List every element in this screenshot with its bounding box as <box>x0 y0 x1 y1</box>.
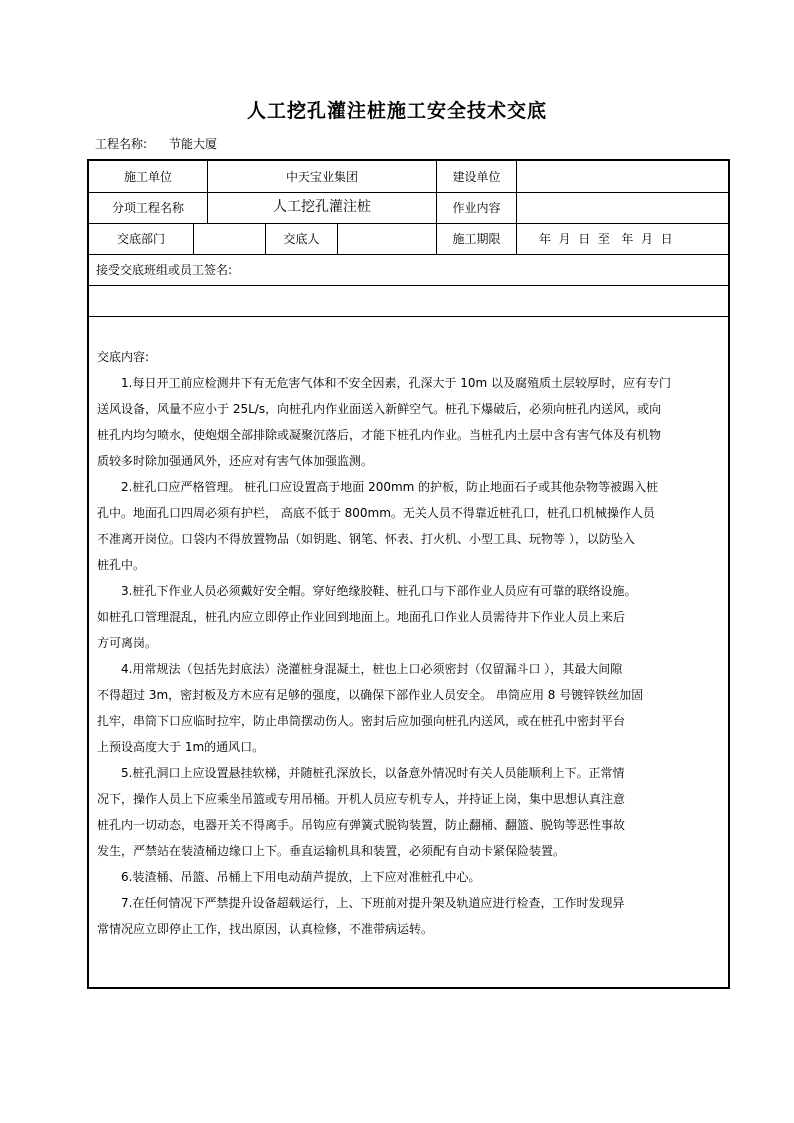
row-divider <box>89 285 728 286</box>
content-line: 质较多时除加强通风外，还应对有害气体加强监测。 <box>97 454 374 468</box>
construction-period-value: 年 月 日 至 年 月 日 <box>539 232 673 246</box>
construction-unit-value: 中天宝业集团 <box>285 170 358 184</box>
content-line: 4.用常规法（包括先封底法）浇灌桩身混凝土，桩也上口必须密封（仅留漏斗口 ），其最大间隙 <box>121 662 623 676</box>
column-divider <box>337 223 338 254</box>
content-line: 桩孔内一切动态，电器开关不得离手。吊钩应有弹簧式脱钩装置，防止翻桶、翻篮、脱钩等恶性事故 <box>97 818 626 832</box>
row-divider <box>89 223 728 224</box>
row-divider <box>89 254 728 255</box>
project-name-label: 工程名称: <box>95 137 148 151</box>
content-line: 方可离岗。 <box>97 636 158 650</box>
construction-unit-label: 施工单位 <box>123 170 172 184</box>
sub-project-value: 人工挖孔灌注桩 <box>273 199 371 215</box>
disclosure-content <box>89 316 728 942</box>
content-line: 6.装渣桶、吊篮、吊桶上下用电动葫芦提放，上下应对准桩孔中心。 <box>121 870 481 884</box>
page-title: 人工挖孔灌注桩施工安全技术交底 <box>246 100 547 122</box>
content-line: 常情况应立即停止工作，找出原因，认真检修，不准带病运转。 <box>97 922 434 936</box>
disclosure-dept-label: 交底部门 <box>116 232 165 246</box>
construction-period-label: 施工期限 <box>452 232 501 246</box>
content-line: 如桩孔口管理混乱，桩孔内应立即停止作业回到地面上。地面孔口作业人员需待井下作业人员上来后 <box>97 610 626 624</box>
row-divider <box>89 192 728 193</box>
content-line: 况下，操作人员上下应乘坐吊篮或专用吊桶。开机人员应专机专人，并持证上岗，集中思想认真注意 <box>97 792 626 806</box>
content-line: 5.桩孔洞口上应设置悬挂软梯，并随桩孔深放长，以备意外情况时有关人员能顺利上下。正常情 <box>121 766 625 780</box>
content-line: 桩孔内均匀喷水，使炮烟全部排除或凝聚沉落后，才能下桩孔内作业。当桩孔内土层中含有害气体及有机物 <box>97 428 662 442</box>
discloser-label: 交底人 <box>283 232 320 246</box>
content-line: 不得超过 3m，密封板及方木应有足够的强度，以确保下部作业人员安全。 串筒应用 8 号镀锌铁丝加固 <box>97 688 644 702</box>
content-line: 上预设高度大于 1m的通风口。 <box>97 740 265 754</box>
project-name-row <box>95 135 217 152</box>
content-line: 桩孔中。 <box>97 558 146 572</box>
sub-project-label: 分项工程名称 <box>111 201 184 215</box>
content-line: 送风设备，风量不应小于 25L/s，向桩孔内作业面送入新鲜空气。桩孔下爆破后，必须向桩孔内送风，或向 <box>97 402 662 416</box>
content-label: 交底内容: <box>97 350 150 364</box>
content-line: 不准离开岗位。口袋内不得放置物品（如钥匙、钢笔、怀表、打火机、小型工具、玩物等 ），以防坠入 <box>97 532 635 546</box>
content-line: 2.桩孔口应严格管理。 桩孔口应设置高于地面 200mm 的护板，防止地面石子或其他杂物等被踢入桩 <box>121 480 659 494</box>
content-line: 孔中。地面孔口四周必须有护栏， 高底不低于 800mm。无关人员不得靠近桩孔口，桩孔口机械操作人员 <box>97 506 655 520</box>
content-line: 扎牢，串筒下口应临时拉牢，防止串筒摆动伤人。密封后应加强向桩孔内送风，或在桩孔中密封平台 <box>97 714 626 728</box>
content-line: 1.每日开工前应检测井下有无危害气体和不安全因素，孔深大于 10m 以及腐殖质土层较厚时，应有专门 <box>121 376 672 390</box>
content-line: 3.桩孔下作业人员必须戴好安全帽。穿好绝缘胶鞋、桩孔口与下部作业人员应有可靠的联络设施。 <box>121 584 637 598</box>
content-line: 发生，严禁站在装渣桶边缘口上下。垂直运输机具和装置，必须配有自动卡紧保险装置。 <box>97 844 566 858</box>
owner-unit-label: 建设单位 <box>452 170 501 184</box>
column-divider <box>516 161 517 254</box>
project-name-value: 节能大厦 <box>169 137 218 151</box>
disclosure-sheet <box>87 159 730 989</box>
work-content-label: 作业内容 <box>452 201 501 215</box>
column-divider <box>193 223 194 254</box>
signature-label: 接受交底班组或员工签名: <box>96 263 233 277</box>
content-line: 7.在任何情况下严禁提升设备超载运行，上、下班前对提升架及轨道应进行检查，工作时发现异 <box>121 896 625 910</box>
